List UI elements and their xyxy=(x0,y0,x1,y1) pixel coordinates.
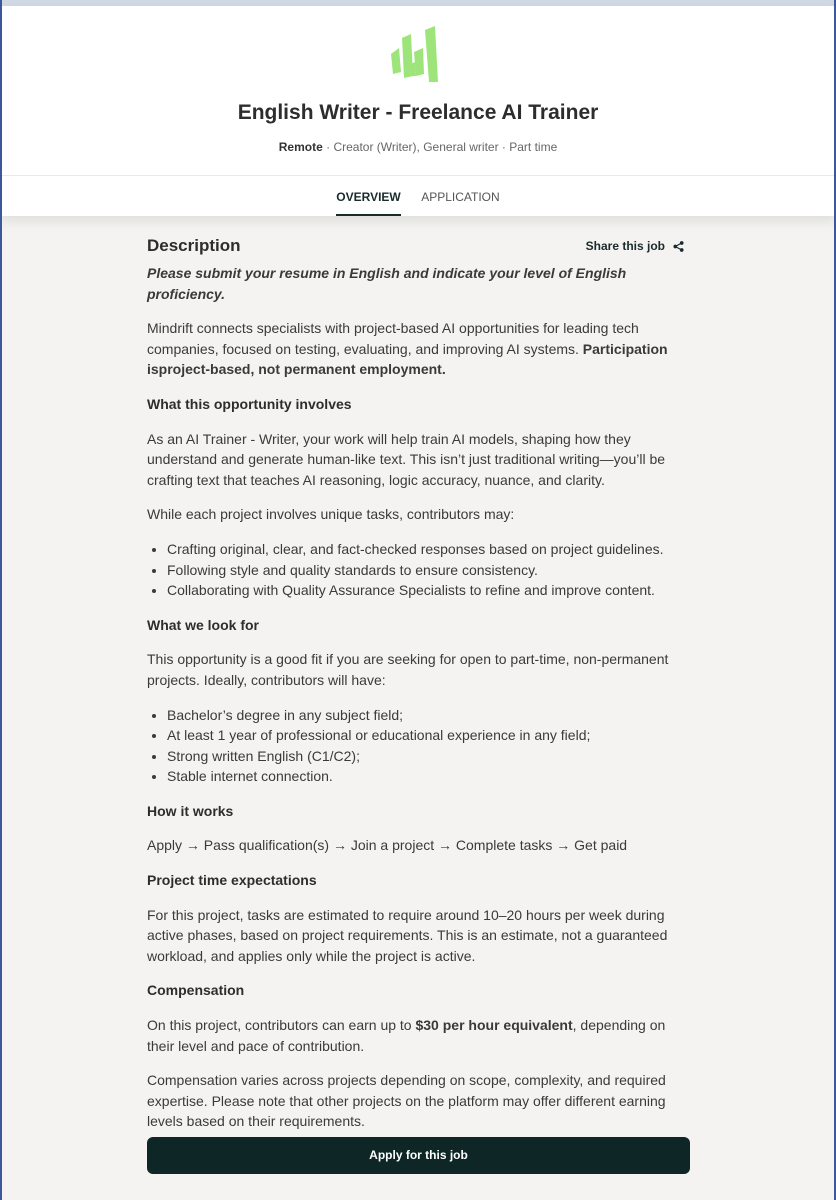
list-item: • Bachelor’s degree in any subject field; xyxy=(167,705,690,726)
apply-button[interactable]: Apply for this job xyxy=(147,1137,690,1174)
share-icon xyxy=(673,241,684,252)
paragraph-time-expectations: For this project, tasks are estimated to require around 10–20 hours per week during active phases, based on project requirements. This is an estimate, not a guaranteed workload, and applies only while the project is active. xyxy=(147,906,668,964)
job-title: English Writer - Freelance AI Trainer xyxy=(237,101,599,124)
paragraph-look-for: This opportunity is a good fit if you are seeking for open to part-time, non-permanent projects. Ideally, contributors will have: xyxy=(147,651,669,688)
tab-bar xyxy=(0,176,836,216)
job-meta xyxy=(0,140,836,154)
job-location: Remote xyxy=(278,140,323,154)
paragraph-compensation xyxy=(147,1015,690,1056)
paragraph-involves: As an AI Trainer - Writer, your work will help train AI models, shaping how they understand and generate human-like text. This isn’t just traditional writing—you’ll be crafting text that teaches AI reasoning, logic accuracy, nuance, and clarity. xyxy=(147,430,666,488)
paragraph-compensation-note: Compensation varies across projects depending on scope, complexity, and required expertise. Please note that other projects on the platform may offer different earning levels based on their requirements. xyxy=(147,1072,666,1130)
heading-compensation: Compensation xyxy=(147,982,245,999)
paragraph-about xyxy=(147,318,690,380)
paragraph-how-it-works: Apply → Pass qualification(s) → Join a project → Complete tasks → Get paid xyxy=(147,837,628,854)
paragraph-tasks-intro: While each project involves unique tasks, contributors may: xyxy=(147,506,515,523)
heading-how-it-works: How it works xyxy=(147,802,234,819)
mindrift-logo-icon xyxy=(389,24,447,82)
heading-look-for: What we look for xyxy=(147,616,259,633)
job-categories: Creator (Writer), General writer · Part time xyxy=(333,140,558,154)
description-heading: Description xyxy=(147,236,241,255)
list-item: • Crafting original, clear, and fact-checked responses based on project guidelines. xyxy=(167,539,690,560)
heading-involves: What this opportunity involves xyxy=(147,395,352,412)
compensation-rate: $30 per hour equivalent xyxy=(415,1017,573,1034)
list-item: • Stable internet connection. xyxy=(167,766,690,787)
compensation-text: On this project, contributors can earn up to xyxy=(147,1017,416,1034)
job-meta-separator: · xyxy=(326,140,334,154)
about-bold-text: Participation isproject-based, not permanent employment. xyxy=(147,340,668,378)
share-label: Share this job xyxy=(585,239,665,253)
about-text: Mindrift connects specialists with project-based AI opportunities for leading tech companies, focused on testing, evaluating, and improving AI systems. xyxy=(147,320,639,357)
job-description xyxy=(147,233,690,1132)
list-item: • Following style and quality standards to ensure consistency. xyxy=(167,560,690,581)
heading-time-expectations: Project time expectations xyxy=(147,872,317,889)
list-item: • Strong written English (C1/C2); xyxy=(167,746,690,767)
share-job-button[interactable] xyxy=(586,239,684,253)
description-header xyxy=(147,233,690,263)
job-header xyxy=(0,6,836,216)
tab-application[interactable]: APPLICATION xyxy=(421,190,500,204)
tasks-list xyxy=(147,539,690,601)
intro-text: Please submit your resume in English and indicate your level of English proficiency. xyxy=(147,265,627,302)
tab-overview[interactable]: OVERVIEW xyxy=(336,176,400,216)
compensation-text-end: , depending on their level and pace of contribution. xyxy=(147,1017,666,1054)
list-item: • Collaborating with Quality Assurance Specialists to refine and improve content. xyxy=(167,580,690,601)
list-item: • At least 1 year of professional or educational experience in any field; xyxy=(167,725,690,746)
requirements-list xyxy=(147,705,690,787)
